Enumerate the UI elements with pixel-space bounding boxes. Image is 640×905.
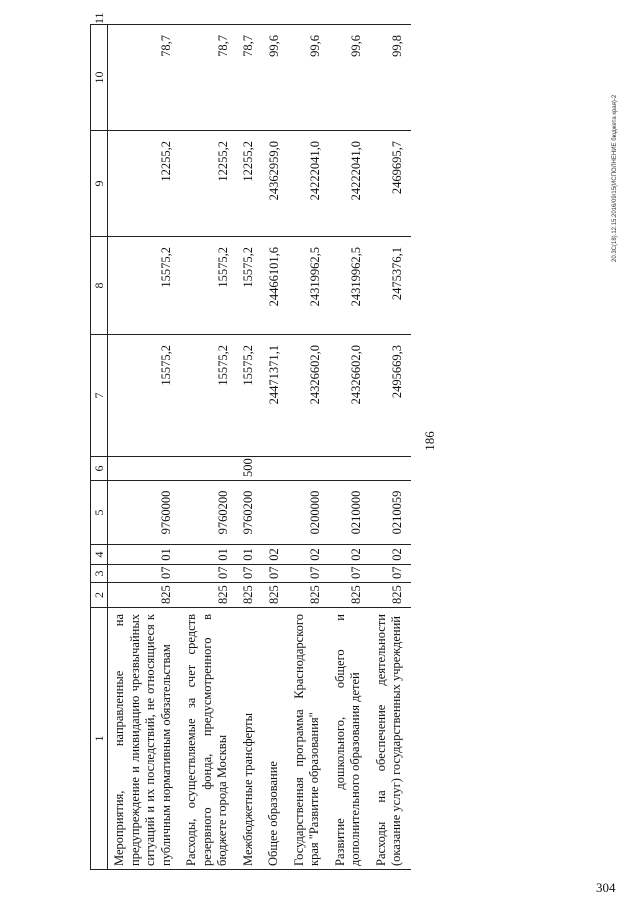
- cell-c8: 15575,2: [180, 335, 237, 457]
- cell-c6: 0210000: [329, 481, 370, 545]
- cell-c5: 02: [370, 545, 411, 565]
- header-cell: 7: [91, 335, 108, 457]
- cell-c3: 825: [262, 583, 288, 608]
- cell-c9: 15575,2: [108, 237, 181, 335]
- table-row: [108, 25, 181, 870]
- cell-c5: 01: [180, 545, 237, 565]
- page-number: 186: [421, 431, 437, 451]
- cell-c7: [180, 457, 237, 481]
- cell-c4: 07: [329, 565, 370, 583]
- cell-c5: 01: [237, 545, 263, 565]
- cell-c6: 0200000: [288, 481, 329, 545]
- cell-c3: 825: [237, 583, 263, 608]
- table-row: [370, 25, 411, 870]
- cell-c11: 99,6: [288, 25, 329, 131]
- cell-c6: 9760000: [108, 481, 181, 545]
- table-body: [108, 25, 411, 870]
- row-name-cell: Государственная программа Краснодарского края "Развитие образования": [288, 608, 329, 870]
- cell-c10: 12255,2: [108, 131, 181, 237]
- cell-c8: 15575,2: [237, 335, 263, 457]
- cell-c9: 2475376,1: [370, 237, 411, 335]
- cell-c10: 24222041,0: [288, 131, 329, 237]
- header-cell: 2: [91, 583, 108, 608]
- cell-c11: 78,7: [237, 25, 263, 131]
- cell-c3: 825: [329, 583, 370, 608]
- table-row: [288, 25, 329, 870]
- cell-c8: 24471371,1: [262, 335, 288, 457]
- cell-c7: [262, 457, 288, 481]
- table-row: [180, 25, 237, 870]
- cell-c9: 24319962,5: [329, 237, 370, 335]
- cell-c4: 07: [237, 565, 263, 583]
- table-row: [262, 25, 288, 870]
- cell-c9: 15575,2: [237, 237, 263, 335]
- cell-c3: 825: [180, 583, 237, 608]
- cell-c10: 2469695,7: [370, 131, 411, 237]
- table-row: [329, 25, 370, 870]
- cell-c8: 24326602,0: [288, 335, 329, 457]
- table-row: [237, 25, 263, 870]
- cell-c3: 825: [108, 583, 181, 608]
- cell-c10: 24222041,0: [329, 131, 370, 237]
- cell-c5: 02: [329, 545, 370, 565]
- cell-c11: 78,7: [108, 25, 181, 131]
- header-cell: 9: [91, 131, 108, 237]
- cell-c9: 24466101,6: [262, 237, 288, 335]
- header-cell: 4: [91, 545, 108, 565]
- cell-c10: 12255,2: [237, 131, 263, 237]
- cell-c7: [370, 457, 411, 481]
- cell-c10: 12255,2: [180, 131, 237, 237]
- cell-c8: 2495669,3: [370, 335, 411, 457]
- cell-c3: 825: [288, 583, 329, 608]
- cell-c4: 07: [370, 565, 411, 583]
- footer-page-number: 304: [596, 880, 616, 895]
- row-name-cell: Расходы, осуществляемые за счет средств резервного фонда, предусмотренного в бюджете города Москвы: [180, 608, 237, 870]
- cell-c7: [288, 457, 329, 481]
- cell-c4: 07: [262, 565, 288, 583]
- side-note: 20.3С(18).12.15.2016/09/15(ИСПОЛНЕНИЕ бюджета края)-2: [612, 94, 618, 262]
- rotated-table-container: [90, 12, 550, 870]
- cell-c8: 24326602,0: [329, 335, 370, 457]
- cell-c6: 9760200: [237, 481, 263, 545]
- header-cell: 6: [91, 457, 108, 481]
- cell-c11: 99,6: [329, 25, 370, 131]
- cell-c11: 99,8: [370, 25, 411, 131]
- row-name-cell: Межбюджетные трансферты: [237, 608, 263, 870]
- cell-c6: 9760200: [180, 481, 237, 545]
- row-name-cell: Общее образование: [262, 608, 288, 870]
- cell-c3: 825: [370, 583, 411, 608]
- cell-c7: [329, 457, 370, 481]
- cell-c4: 07: [288, 565, 329, 583]
- budget-table: [90, 12, 411, 870]
- cell-c9: 15575,2: [180, 237, 237, 335]
- cell-c6: [262, 481, 288, 545]
- header-cell: 8: [91, 237, 108, 335]
- cell-c5: 02: [262, 545, 288, 565]
- header-cell: 3: [91, 565, 108, 583]
- cell-c5: 01: [108, 545, 181, 565]
- cell-c4: 07: [108, 565, 181, 583]
- cell-c6: 0210059: [370, 481, 411, 545]
- cell-c9: 24319962,5: [288, 237, 329, 335]
- row-name-cell: Расходы на обеспечение деятельности (оказание услуг) государственных учреждений: [370, 608, 411, 870]
- cell-c7: 500: [237, 457, 263, 481]
- cell-c10: 24362959,0: [262, 131, 288, 237]
- cell-c11: 78,7: [180, 25, 237, 131]
- cell-c4: 07: [180, 565, 237, 583]
- header-row: 1 2 3 4 5 6 7 8 9 10 11: [91, 25, 108, 870]
- cell-c11: 99,6: [262, 25, 288, 131]
- header-cell: 5: [91, 481, 108, 545]
- row-name-cell: Мероприятия, направленные на предупреждение и ликвидацию чрезвычайных ситуаций и их последствий, не относящиеся к публичным нормативным обязательствам: [108, 608, 181, 870]
- header-cell: 1: [91, 608, 108, 870]
- cell-c5: 02: [288, 545, 329, 565]
- row-name-cell: Развитие дошкольного, общего и дополнительного образования детей: [329, 608, 370, 870]
- header-cell: 10: [91, 25, 108, 131]
- cell-c7: [108, 457, 181, 481]
- cell-c8: 15575,2: [108, 335, 181, 457]
